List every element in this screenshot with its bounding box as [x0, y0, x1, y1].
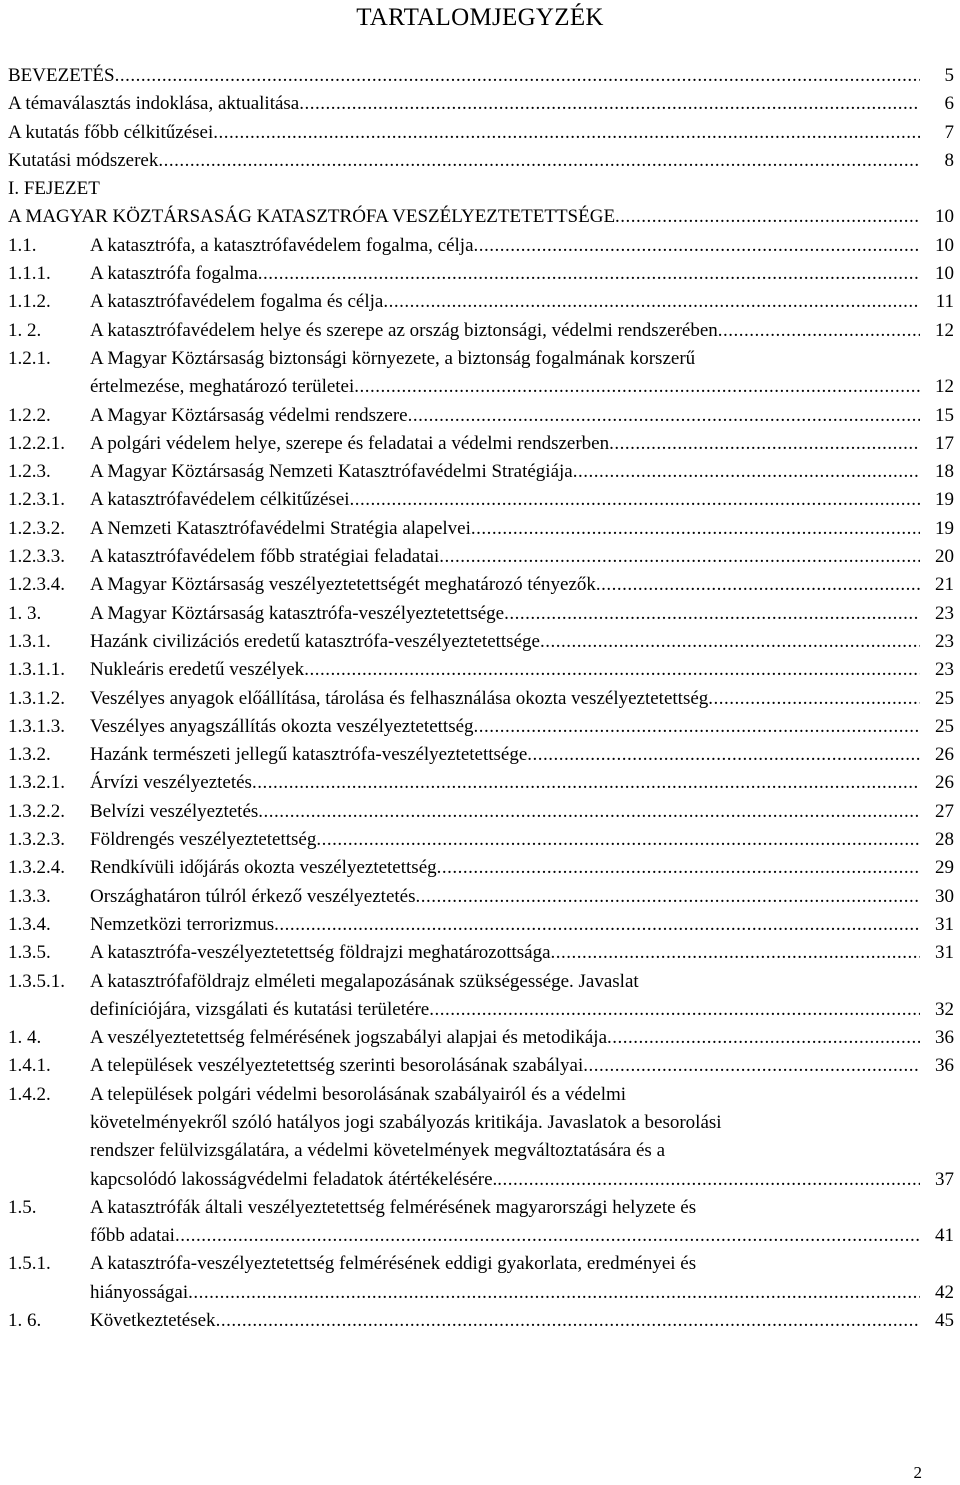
toc-entry-number: 1.3.5.1. [8, 970, 65, 992]
toc-entry-page: 30 [935, 885, 954, 907]
dot-leader [504, 600, 920, 628]
toc-entry-page: 41 [935, 1225, 954, 1247]
toc-entry-number: 1.3.2. [8, 744, 51, 766]
toc-entry[interactable] [8, 741, 954, 769]
toc-entry-title: A katasztrófák általi veszélyeztetettség felmérésének magyarországi helyzete és [90, 1196, 697, 1218]
toc-entry[interactable] [8, 402, 954, 430]
toc-entry[interactable] [8, 147, 954, 175]
dot-leader [437, 854, 920, 882]
dot-leader [471, 515, 920, 543]
toc-entry-title: A Magyar Köztársaság veszélyeztetettségét meghatározó tényezők [90, 574, 596, 596]
toc-entry-title: Veszélyes anyagszállítás okozta veszélyeztetettség [90, 715, 474, 737]
toc-entry-page: 45 [935, 1310, 954, 1332]
toc-entry-title: Belvízi veszélyeztetés [90, 800, 259, 822]
toc-entry[interactable] [8, 317, 954, 345]
table-of-contents [8, 62, 954, 1335]
toc-entry[interactable] [8, 769, 954, 797]
toc-entry-page: 12 [935, 376, 954, 398]
toc-entry-number: 1.1. [8, 234, 37, 256]
toc-entry-number: 1. 4. [8, 1027, 42, 1049]
dot-leader [316, 826, 920, 854]
toc-entry-title: A katasztrófa-veszélyeztetettség felmérésének eddigi gyakorlata, eredményei és [90, 1253, 697, 1275]
toc-entry-title: A MAGYAR KÖZTÁRSASÁG KATASZTRÓFA VESZÉLYEZTETETTSÉGE [8, 206, 616, 228]
toc-entry-page: 15 [935, 404, 954, 426]
toc-entry-number: 1.5.1. [8, 1253, 51, 1275]
dot-leader [708, 685, 920, 713]
toc-entry-number: 1.2.3.2. [8, 517, 65, 539]
toc-entry-page: 21 [935, 574, 954, 596]
toc-entry-page: 31 [935, 942, 954, 964]
toc-entry-title: Nukleáris eredetű veszélyek [90, 659, 305, 681]
toc-entry-title: A veszélyeztetettség felmérésének jogszabályi alapjai és metodikája [90, 1027, 607, 1049]
toc-entry-number: 1. 2. [8, 319, 42, 341]
dot-leader [439, 543, 920, 571]
toc-entry[interactable] [8, 90, 954, 118]
dot-leader [188, 1279, 920, 1307]
toc-entry[interactable] [8, 119, 954, 147]
toc-entry-title: Országhatáron túlról érkező veszélyeztetés [90, 885, 416, 907]
page-number: 2 [913, 1463, 922, 1482]
toc-entry-page: 10 [935, 206, 954, 228]
toc-entry[interactable] [8, 345, 954, 402]
toc-entry-title: Földrengés veszélyeztetettség [90, 829, 317, 851]
toc-entry-title: A katasztrófaföldrajz elméleti megalapozásának szükségessége. Javaslat [90, 970, 639, 992]
toc-entry[interactable] [8, 1250, 954, 1307]
toc-entry-number: 1.2.3.1. [8, 489, 65, 511]
toc-entry[interactable] [8, 486, 954, 514]
dot-leader [354, 373, 920, 401]
toc-entry[interactable] [8, 826, 954, 854]
toc-entry[interactable] [8, 713, 954, 741]
dot-leader [408, 402, 920, 430]
toc-entry-page: 36 [935, 1027, 954, 1049]
dot-leader [551, 939, 920, 967]
toc-entry[interactable] [8, 685, 954, 713]
dot-leader [573, 458, 920, 486]
toc-entry-title: A települések polgári védelmi besorolásának szabályairól és a védelmi [90, 1083, 627, 1105]
toc-entry-title: A Magyar Köztársaság Nemzeti Katasztrófavédelmi Stratégiája [90, 461, 573, 483]
toc-entry-title: kapcsolódó lakosságvédelmi feladatok átértékelésére. [90, 1168, 498, 1190]
toc-entry-title: A katasztrófa, a katasztrófavédelem fogalma, célja [90, 234, 474, 256]
toc-entry-number: 1.1.2. [8, 291, 51, 313]
toc-entry[interactable] [8, 854, 954, 882]
toc-entry[interactable] [8, 232, 954, 260]
toc-entry[interactable] [8, 175, 954, 232]
toc-entry-title: A kutatás főbb célkitűzései [8, 121, 214, 143]
toc-entry-number: 1.3.4. [8, 913, 51, 935]
toc-entry-title: hiányosságai [90, 1281, 189, 1303]
toc-entry-number: 1. 6. [8, 1310, 42, 1332]
toc-entry-title: Kutatási módszerek [8, 149, 159, 171]
toc-entry[interactable] [8, 515, 954, 543]
toc-entry-page: 7 [944, 121, 954, 143]
toc-entry-title: A katasztrófa-veszélyeztetettség földrajzi meghatározottsága [90, 942, 551, 964]
toc-entry[interactable] [8, 883, 954, 911]
toc-entry-title: A Magyar Köztársaság védelmi rendszere [90, 404, 408, 426]
toc-entry-page: 26 [935, 772, 954, 794]
dot-leader [175, 1222, 920, 1250]
dot-leader [429, 996, 920, 1024]
toc-entry-title: A Nemzeti Katasztrófavédelmi Stratégia alapelvei [90, 517, 471, 539]
toc-entry-number: 1.3.1. [8, 630, 51, 652]
toc-entry-page: 28 [935, 829, 954, 851]
dot-leader [304, 656, 920, 684]
toc-entry-page: 37 [935, 1168, 954, 1190]
toc-entry-page: 26 [935, 744, 954, 766]
toc-entry-title: A polgári védelem helye, szerepe és feladatai a védelmi rendszerben [90, 432, 610, 454]
dot-leader [415, 883, 920, 911]
toc-entry-number: 1.2.2. [8, 404, 51, 426]
toc-entry-number: 1.2.3.3. [8, 546, 65, 568]
toc-entry-page: 5 [944, 65, 954, 86]
toc-entry-page: 11 [935, 291, 954, 313]
toc-entry[interactable] [8, 62, 954, 90]
toc-entry-page: 25 [935, 715, 954, 737]
toc-entry-number: 1. 3. [8, 602, 42, 624]
dot-leader [615, 203, 920, 231]
toc-entry-number: 1.5. [8, 1196, 37, 1218]
toc-entry-page: 36 [935, 1055, 954, 1077]
toc-entry[interactable] [8, 571, 954, 599]
toc-entry-page: 31 [935, 913, 954, 935]
toc-entry-number: 1.3.3. [8, 885, 51, 907]
toc-entry-page: 6 [944, 93, 954, 115]
dot-leader [596, 571, 920, 599]
dot-leader [158, 147, 920, 175]
dot-leader [115, 62, 920, 90]
toc-entry-title: követelményekről szóló hatályos jogi szabályozás kritikája. Javaslatok a besorolási [90, 1111, 722, 1133]
toc-entry-title: A katasztrófavédelem fogalma és célja [90, 291, 384, 313]
toc-entry-title: A katasztrófavédelem helye és szerepe az ország biztonsági, védelmi rendszerében [90, 319, 718, 341]
toc-entry[interactable] [8, 798, 954, 826]
dot-leader [299, 90, 920, 118]
toc-entry-number: 1.2.1. [8, 347, 51, 369]
toc-entry[interactable] [8, 1081, 954, 1194]
toc-entry-page: 19 [935, 489, 954, 511]
toc-entry-page: 18 [935, 461, 954, 483]
page-title: TARTALOMJEGYZÉK [356, 4, 604, 31]
dot-leader [258, 798, 920, 826]
toc-entry[interactable] [8, 260, 954, 288]
toc-entry-title: A katasztrófavédelem célkitűzései [90, 489, 350, 511]
dot-leader [583, 1052, 920, 1080]
toc-entry-title: A katasztrófavédelem főbb stratégiai feladatai [90, 546, 440, 568]
toc-entry-title: rendszer felülvizsgálatára, a védelmi követelmények megváltoztatására és a [90, 1140, 666, 1162]
toc-entry[interactable] [8, 628, 954, 656]
dot-leader [252, 769, 920, 797]
dot-leader [607, 1024, 920, 1052]
toc-entry-title: Hazánk természeti jellegű katasztrófa-veszélyeztetettsége [90, 744, 528, 766]
toc-entry-page: 20 [935, 546, 954, 568]
toc-entry-title: Hazánk civilizációs eredetű katasztrófa-veszélyeztetettsége [90, 630, 540, 652]
dot-leader [497, 1166, 920, 1194]
dot-leader [216, 1307, 920, 1335]
toc-entry-title: főbb adatai [90, 1225, 175, 1247]
toc-entry-number: 1.2.3.4. [8, 574, 65, 596]
dot-leader [258, 260, 920, 288]
dot-leader [527, 741, 920, 769]
toc-entry-title: Nemzetközi terrorizmus [90, 913, 275, 935]
toc-entry-number: 1.3.2.3. [8, 829, 65, 851]
toc-entry[interactable] [8, 1052, 954, 1080]
toc-entry[interactable] [8, 1194, 954, 1251]
toc-entry[interactable] [8, 656, 954, 684]
toc-entry-title: definíciójára, vizsgálati és kutatási területére [90, 998, 430, 1020]
toc-entry-page: 23 [935, 602, 954, 624]
toc-entry-page: 12 [935, 319, 954, 341]
toc-entry-page: 23 [935, 659, 954, 681]
toc-entry-number: 1.3.2.4. [8, 857, 65, 879]
dot-leader [350, 486, 920, 514]
toc-entry-number: 1.3.5. [8, 942, 51, 964]
toc-entry[interactable] [8, 543, 954, 571]
toc-entry-title: értelmezése, meghatározó területei [90, 376, 355, 398]
dot-leader [274, 911, 920, 939]
toc-entry-title: Rendkívüli időjárás okozta veszélyeztetettség [90, 857, 437, 879]
dot-leader [718, 317, 920, 345]
dot-leader [474, 232, 921, 260]
toc-entry-title: I. FEJEZET [8, 178, 100, 200]
toc-entry-page: 10 [935, 234, 954, 256]
toc-entry-page: 32 [935, 998, 954, 1020]
toc-entry[interactable] [8, 458, 954, 486]
toc-entry[interactable] [8, 430, 954, 458]
toc-entry-page: 23 [935, 630, 954, 652]
toc-entry-title: A Magyar Köztársaság biztonsági környezete, a biztonság fogalmának korszerű [90, 347, 696, 369]
toc-entry-number: 1.4.1. [8, 1055, 51, 1077]
toc-entry-page: 29 [935, 857, 954, 879]
toc-entry-number: 1.3.1.2. [8, 687, 65, 709]
toc-entry-number: 1.1.1. [8, 263, 51, 285]
toc-entry[interactable] [8, 939, 954, 967]
toc-entry-title: Következtetések [90, 1310, 216, 1332]
toc-entry-number: 1.3.2.1. [8, 772, 65, 794]
dot-leader [540, 628, 920, 656]
toc-entry-page: 25 [935, 687, 954, 709]
toc-entry-title: A települések veszélyeztetettség szerinti besorolásának szabályai [90, 1055, 584, 1077]
toc-entry[interactable] [8, 1307, 954, 1335]
toc-entry-number: 1.2.2.1. [8, 432, 65, 454]
toc-entry-number: 1.3.1.3. [8, 715, 65, 737]
toc-entry-page: 17 [935, 432, 954, 454]
dot-leader [213, 119, 920, 147]
toc-entry[interactable] [8, 911, 954, 939]
toc-entry-number: 1.3.1.1. [8, 659, 65, 681]
toc-entry-page: 27 [935, 800, 954, 822]
toc-entry-page: 19 [935, 517, 954, 539]
toc-entry-title: A témaválasztás indoklása, aktualitása [8, 93, 300, 115]
toc-entry-number: 1.2.3. [8, 461, 51, 483]
toc-entry-title: A Magyar Köztársaság katasztrófa-veszélyeztetettsége [90, 602, 505, 624]
toc-entry-page: 8 [944, 149, 954, 171]
toc-entry-number: 1.3.2.2. [8, 800, 65, 822]
toc-entry-title: Veszélyes anyagok előállítása, tárolása és felhasználása okozta veszélyeztetettség [90, 687, 709, 709]
toc-entry[interactable] [8, 1024, 954, 1052]
toc-entry-title: BEVEZETÉS [8, 65, 115, 86]
dot-leader [609, 430, 920, 458]
dot-leader [383, 288, 920, 316]
toc-entry-page: 42 [935, 1281, 954, 1303]
toc-entry[interactable] [8, 288, 954, 316]
toc-entry-title: A katasztrófa fogalma [90, 263, 258, 285]
toc-entry-title: Árvízi veszélyeztetés [90, 772, 252, 794]
toc-entry[interactable] [8, 600, 954, 628]
toc-entry-page: 10 [935, 263, 954, 285]
toc-entry-number: 1.4.2. [8, 1083, 51, 1105]
dot-leader [474, 713, 920, 741]
toc-entry[interactable] [8, 968, 954, 1025]
